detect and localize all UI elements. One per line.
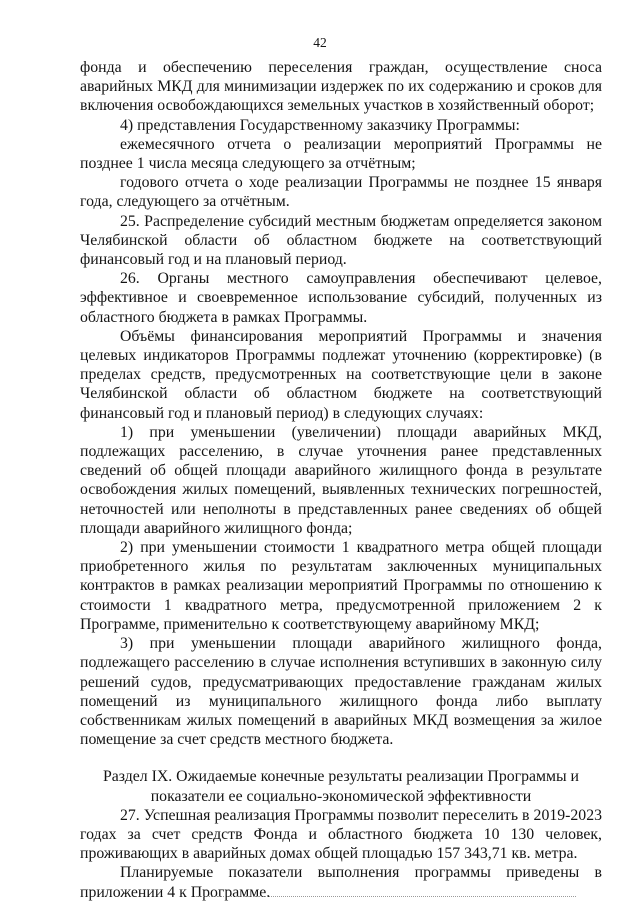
paragraph: ежемесячного отчета о реализации мероприятий Программы не позднее 1 числа месяца следующего за отчётным; [80, 135, 602, 173]
list-item: 1) при уменьшении (увеличении) площади аварийных МКД, подлежащих расселению, в случае уточнения ранее представленных сведений об общей площади аварийного жилищного фонда в результате освобождения жилых помещений, выявленных технических погрешностей, неточностей или неполноты в представленных ранее сведениях об общей площади аварийного жилищного фонда; [80, 423, 602, 537]
section-title: Раздел IX. Ожидаемые конечные результаты реализации Программы и показатели ее социально-экономической эффективности [102, 768, 580, 805]
paragraph: 4) представления Государственному заказчику Программы: [120, 116, 520, 134]
list-item: 3) при уменьшении площади аварийного жилищного фонда, подлежащего расселению в случае исполнения вступивших в законную силу решений судов, предусматривающих предоставление гражданам жилых помещений из муниципального жилищного фонда либо выплату собственникам жилых помещений в аварийных МКД возмещения за жилое помещение за счет средств местного бюджета. [80, 635, 602, 749]
paragraph: фонда и обеспечению переселения граждан, осуществление сноса аварийных МКД для минимизации издержек по их содержанию и сроков для включения освобождающихся земельных участков в хозяйственный оборот; [80, 59, 602, 115]
list-item: 2) при уменьшении стоимости 1 квадратного метра общей площади приобретенного жилья по результатам заключенных муниципальных контрактов в рамках реализации мероприятий Программы по отношению к стоимости 1 квадратного метра, предусмотренной приложением 2 к Программе, применительно к соответствующему аварийному МКД; [80, 539, 602, 633]
page-number: 42 [313, 35, 327, 50]
paragraph: 25. Распределение субсидий местным бюджетам определяется законом Челябинской области об областном бюджете на соответствующий финансовый год и на плановый период. [80, 212, 602, 269]
paragraph: 26. Органы местного самоуправления обеспечивают целевое, эффективное и своевременное использование субсидий, полученных из областного бюджета в рамках Программы. [80, 270, 602, 326]
paragraph: 27. Успешная реализация Программы позволит переселить в 2019-2023 годах за счет средств Фонда и областного бюджета 10 130 человек, проживающих в аварийных домах общей площадью 157 343,71 кв. метра. [80, 806, 602, 863]
document-body [80, 58, 602, 902]
paragraph: Планируемые показатели выполнения программы приведены в приложении 4 к Программе. [80, 864, 602, 901]
paragraph: годового отчета о ходе реализации Программы не позднее 15 января года, следующего за отчётным. [80, 174, 602, 211]
scan-artifact-line [196, 894, 576, 897]
paragraph: Объёмы финансирования мероприятий Программы и значения целевых индикаторов Программы подлежат уточнению (корректировке) (в пределах средств, предусмотренных на соответствующие цели в законе Челябинской области об областном бюджете на соответствующий финансовый год и плановый период) в следующих случаях: [80, 327, 602, 422]
